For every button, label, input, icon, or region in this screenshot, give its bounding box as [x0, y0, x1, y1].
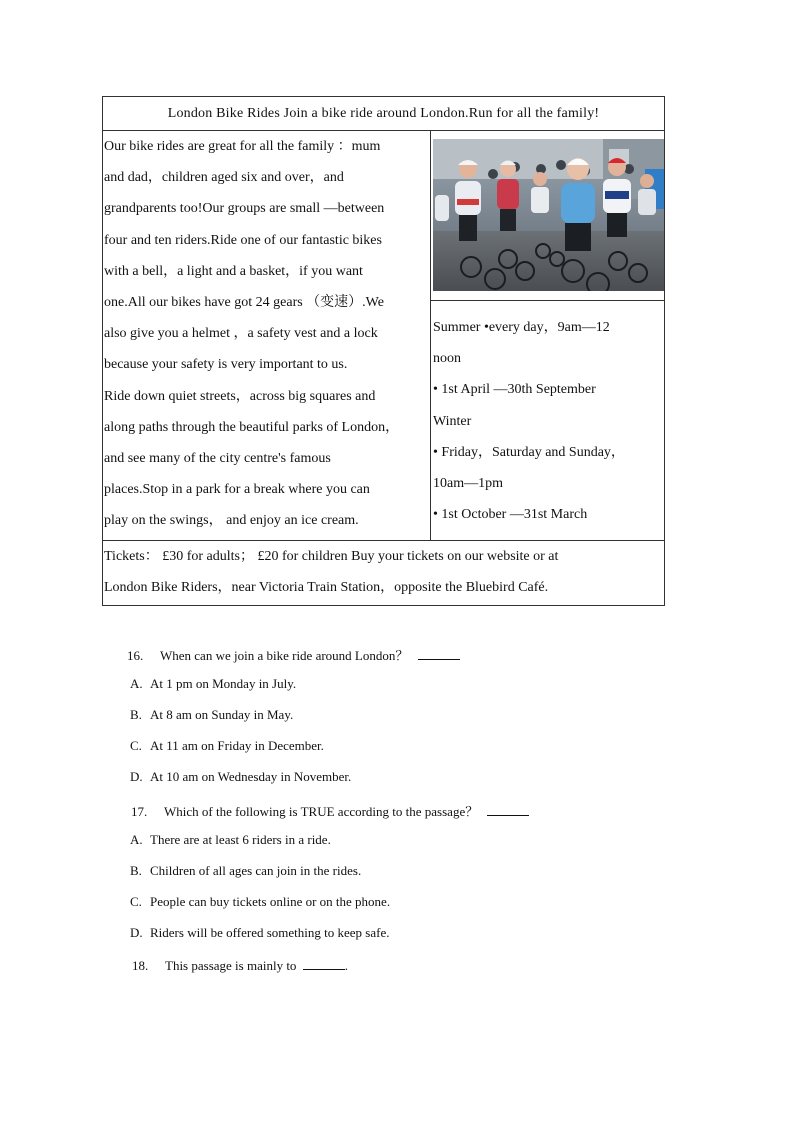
option-d	[130, 925, 389, 941]
description-line: and see many of the city centre's famous	[104, 451, 331, 467]
description-line: with a bell，a light and a basket，if you want	[104, 263, 363, 279]
question-17	[131, 801, 529, 820]
schedule-line: • Friday，Saturday and Sunday，	[433, 444, 625, 460]
option-letter: A.	[130, 676, 143, 691]
description-line: grandparents too!Our groups are small —between	[104, 201, 385, 217]
schedule-line: • 1st April —30th September	[433, 382, 596, 398]
option-a	[130, 676, 296, 692]
schedule-line: • 1st October —31st March	[433, 507, 588, 523]
tickets-line: Tickets： £30 for adults； £20 for children Buy your tickets on our website or at	[104, 549, 559, 564]
ad-title: London Bike Rides Join a bike ride around London.Run for all the family!	[103, 97, 664, 131]
question-18	[132, 957, 348, 974]
description-line: one.All our bikes have got 24 gears （变速）.We	[104, 295, 384, 311]
description-line: because your safety is very important to us.	[104, 357, 348, 373]
option-d	[130, 769, 351, 785]
option-letter: A.	[130, 832, 143, 847]
option-text: At 1 pm on Monday in July.	[150, 676, 297, 691]
schedule-line: Winter	[433, 413, 472, 429]
option-c	[130, 894, 390, 910]
schedule-line: 10am—1pm	[433, 476, 503, 492]
description-line: play on the swings， and enjoy an ice cream.	[104, 513, 359, 529]
option-letter: B.	[130, 707, 142, 722]
answer-blank	[303, 957, 345, 970]
question-text: Which of the following is TRUE according to the passage？	[164, 804, 479, 819]
option-letter: B.	[130, 863, 142, 878]
option-text: At 8 am on Sunday in May.	[150, 707, 294, 722]
question-number: 18.	[132, 958, 149, 973]
option-b	[130, 707, 293, 723]
tickets-cell	[103, 540, 664, 605]
answer-blank	[418, 647, 460, 660]
question-number: 16.	[127, 648, 144, 663]
description-line: Ride down quiet streets，across big squares and	[104, 388, 376, 404]
schedule-line: noon	[433, 351, 461, 367]
description-line: also give you a helmet ，a safety vest and a lock	[104, 326, 378, 342]
option-text: Children of all ages can join in the rides.	[150, 863, 362, 878]
description-line: four and ten riders.Ride one of our fantastic bikes	[104, 232, 382, 248]
option-c	[130, 738, 324, 754]
description-line: places.Stop in a park for a break where you can	[104, 482, 370, 498]
description-line: along paths through the beautiful parks of London，	[104, 419, 400, 435]
question-suffix: .	[344, 958, 348, 973]
option-letter: D.	[130, 769, 143, 784]
description-line: and dad，children aged six and over，and	[104, 170, 344, 186]
question-number: 17.	[131, 804, 148, 819]
option-text: There are at least 6 riders in a ride.	[150, 832, 331, 847]
option-letter: D.	[130, 925, 143, 940]
question-text: When can we join a bike ride around London？	[160, 648, 409, 663]
option-letter: C.	[130, 738, 142, 753]
cyclists-photo	[433, 139, 664, 291]
advertisement-table	[102, 96, 665, 606]
option-letter: C.	[130, 894, 142, 909]
schedule-text	[433, 312, 664, 530]
answer-blank	[487, 803, 529, 816]
option-text: Riders will be offered something to keep safe.	[150, 925, 390, 940]
option-text: People can buy tickets online or on the phone.	[150, 894, 391, 909]
description-line: Our bike rides are great for all the family ：mum	[104, 139, 381, 154]
option-text: At 10 am on Wednesday in November.	[150, 769, 352, 784]
option-b	[130, 863, 361, 879]
question-text: This passage is mainly to	[165, 958, 297, 973]
option-a	[130, 832, 331, 848]
option-text: At 11 am on Friday in December.	[150, 738, 324, 753]
description-cell	[103, 131, 431, 540]
question-16	[127, 645, 460, 664]
schedule-line: Summer •every day，9am—12	[433, 320, 610, 335]
photo-cell	[431, 131, 664, 301]
description-text	[104, 131, 434, 537]
tickets-line: London Bike Riders，near Victoria Train Station，opposite the Bluebird Café.	[104, 580, 549, 595]
